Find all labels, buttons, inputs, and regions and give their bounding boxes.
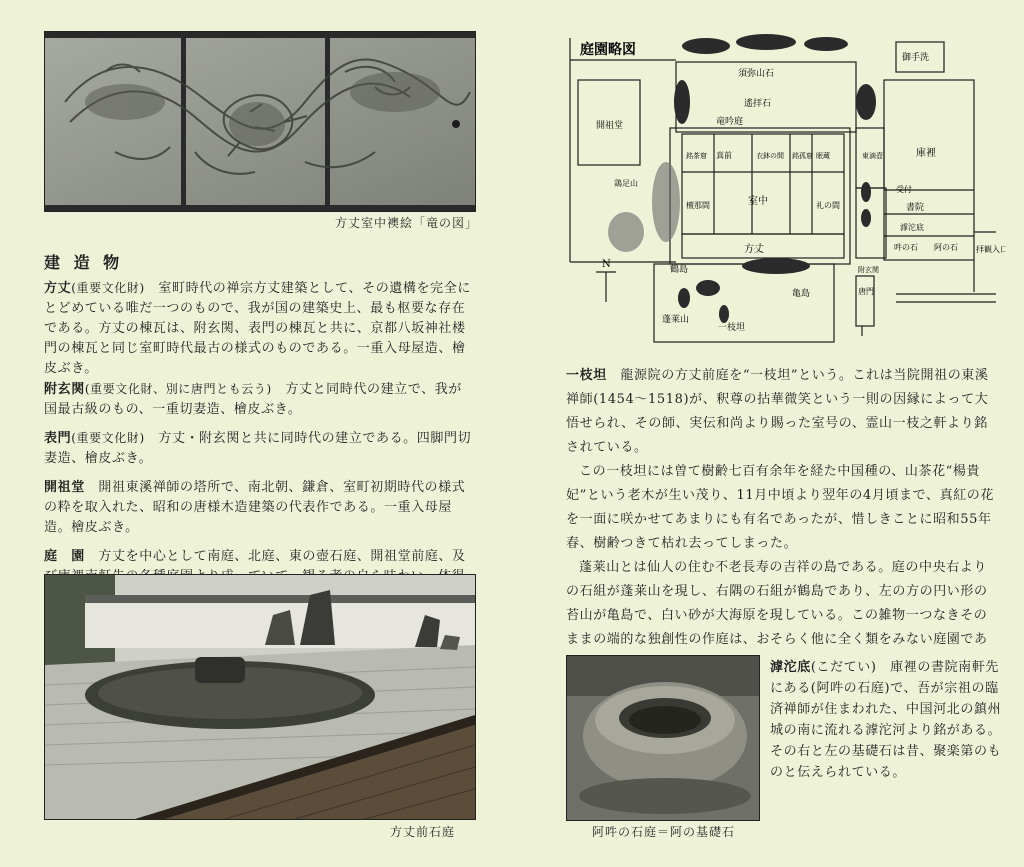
map-label-kaisodo: 開祖堂 — [596, 121, 624, 131]
building-item-hojo — [44, 278, 474, 379]
isshidan-text-block — [566, 364, 996, 676]
buildings-text-block — [44, 278, 476, 607]
stone-basin-image — [567, 656, 759, 820]
map-label-omote: 御手洗 — [902, 53, 930, 63]
kodatei-paragraph — [770, 657, 1006, 783]
rock-garden-photo — [44, 574, 476, 820]
building-item-body: 方丈・附玄関と共に同時代の建立である。四脚門切妻造、檜皮ぶき。 — [44, 431, 472, 466]
stone-basin-photo — [566, 655, 760, 821]
map-label-meiroku: 銘孤窟 — [792, 152, 813, 160]
map-label-horaisan: 蓬莱山 — [662, 315, 690, 325]
map-label-ryuginte: 竜吟庭 — [716, 117, 744, 127]
map-label-tokeitei: 東滴壺 — [862, 152, 883, 160]
map-label-danna: 檀那間 — [686, 201, 710, 210]
map-label-hojo: 方丈 — [744, 244, 764, 255]
map-label-keisokuzan: 鶏足山 — [614, 179, 638, 188]
building-item-title: 表門 — [44, 431, 72, 446]
building-item-body: 開祖東溪禅師の塔所で、南北朝、鎌倉、室町初期時代の様式の粋を取入れた、昭和の唐様木造建築の代表作である。一重入母屋造。檜皮ぶき。 — [44, 480, 466, 535]
map-label-rei: 礼の間 — [816, 201, 840, 210]
map-label-shitchu: 室中 — [748, 196, 768, 207]
sazanka-paragraph: この一枝坦には曽て樹齢七百有余年を経た中国種の、山茶花“楊貴妃”という老木が生い茂り、11月中頃より翌年の4月頃まで、真紅の花を一面に咲かせてあまりにも有名であったが、惜しきことに昭和55年春、樹齢つきて枯れ去ってしまった。 — [566, 464, 994, 551]
kodatei-body: 庫裡の書院南軒先にある(阿吽の石庭)で、吾が宗祖の臨済禅師が住まわれた、中国河北の鎮州城の南に流れる滹沱河より銘がある。その右と左の基礎石は昔、聚楽第のものと伝えられている。 — [770, 660, 1002, 780]
map-label-ameiseki: 吽の石 — [894, 243, 918, 252]
map-label-shoin: 書院 — [906, 203, 925, 213]
kodatei-reading: (こだてい) — [810, 660, 877, 675]
map-label-furo: 衣鉢の間 — [756, 152, 784, 160]
map-label-genkan: 附玄関 — [858, 266, 879, 274]
building-item-omotemon — [44, 428, 474, 469]
building-item-note: (重要文化財) — [71, 431, 145, 445]
stone-basin-caption: 阿吽の石庭＝阿の基礎石 — [592, 825, 736, 839]
map-label-uketsuke: 受付 — [896, 185, 912, 194]
garden-map — [566, 32, 1006, 362]
map-label-shin: 真前 — [716, 151, 732, 160]
dragon-painting-photo — [44, 31, 476, 212]
building-item-note: (重要文化財、別に唐門とも云う) — [84, 382, 272, 396]
isshidan-term: 一枝坦 — [566, 368, 607, 383]
rock-garden-caption: 方丈前石庭 — [390, 825, 456, 839]
map-label-isshidan: 一枝坦 — [718, 323, 746, 333]
map-north-label: N — [602, 259, 611, 270]
building-item-genkan — [44, 379, 474, 420]
map-label-irori: 眠蔵 — [816, 152, 830, 160]
dragon-painting-image — [45, 32, 475, 211]
map-title: 庭園略図 — [580, 42, 636, 58]
map-label-karamon: 唐門 — [858, 287, 874, 296]
building-item-body: 方丈と同時代の建立で、我が国最古級のもの、一重切妻造、檜皮ぶき。 — [44, 382, 462, 417]
building-item-kaisodo — [44, 477, 474, 538]
rock-garden-image — [45, 575, 475, 819]
building-item-title: 附玄関 — [44, 382, 85, 397]
dragon-painting-caption: 方丈室中襖絵「竜の図」 — [334, 216, 478, 230]
map-label-yohaiseki: 遙拝石 — [744, 99, 772, 109]
map-label-kodatei: 滹沱底 — [900, 223, 924, 232]
map-label-tsurushima: 鶴島 — [670, 265, 689, 275]
kodatei-term: 滹沱底 — [770, 660, 811, 675]
building-item-title: 方丈 — [44, 281, 72, 296]
building-item-body: 方丈を中心として南庭、北庭、東の壺石庭、開祖堂前庭、及 — [98, 549, 466, 564]
map-label-kuri: 庫裡 — [916, 148, 936, 159]
building-item-title: 庭 園 — [44, 549, 85, 564]
map-label-haikan: 拝観入口 — [976, 245, 1006, 254]
building-item-title: 開祖堂 — [44, 480, 85, 495]
map-label-kameshima: 亀島 — [792, 289, 811, 299]
section-heading-buildings: 建 造 物 — [44, 253, 124, 272]
isshidan-body: 龍源院の方丈前庭を“一枝坦”という。これは当院開祖の東溪禅師(1454〜1518)が、釈尊の拈華微笑という一則の因縁によって大悟せられ、その師、実伝和尚より賜った室号の、霊山一枝之軒より銘されている。 — [566, 368, 989, 455]
building-item-body: 室町時代の禅宗方丈建築として、その遺構を完全にとどめている唯だ一つのもので、我が国の建築史上、最も枢要な存在である。方丈の棟瓦は、附玄関、表門の棟瓦と共に、京都八坂神社楼門の棟瓦と同じ室町時代最古の様式のものである。一重入母屋造、檜皮ぶき。 — [44, 281, 471, 376]
building-item-note: (重要文化財) — [71, 281, 145, 295]
map-label-meikoro: 銘茶窟 — [686, 152, 707, 160]
garden-map-drawing — [566, 32, 1006, 362]
kodatei-text-block — [770, 657, 1006, 783]
isshidan-paragraph — [566, 364, 996, 460]
horaisan-paragraph: 蓬莱山とは仙人の住む不老長寿の吉祥の島である。庭の中央右よりの石組が蓬莱山を現し、右隅の石組が鶴島であり、左の方の円い形の苔山が亀島で、白い砂が大海原を現している。この雑物一つなきそのままの端的な独創性の作庭は、おそらく他に全く類をみない庭園であ — [566, 560, 988, 647]
map-label-shumisen: 須弥山石 — [738, 69, 775, 79]
map-label-aseki: 阿の石 — [934, 243, 958, 252]
